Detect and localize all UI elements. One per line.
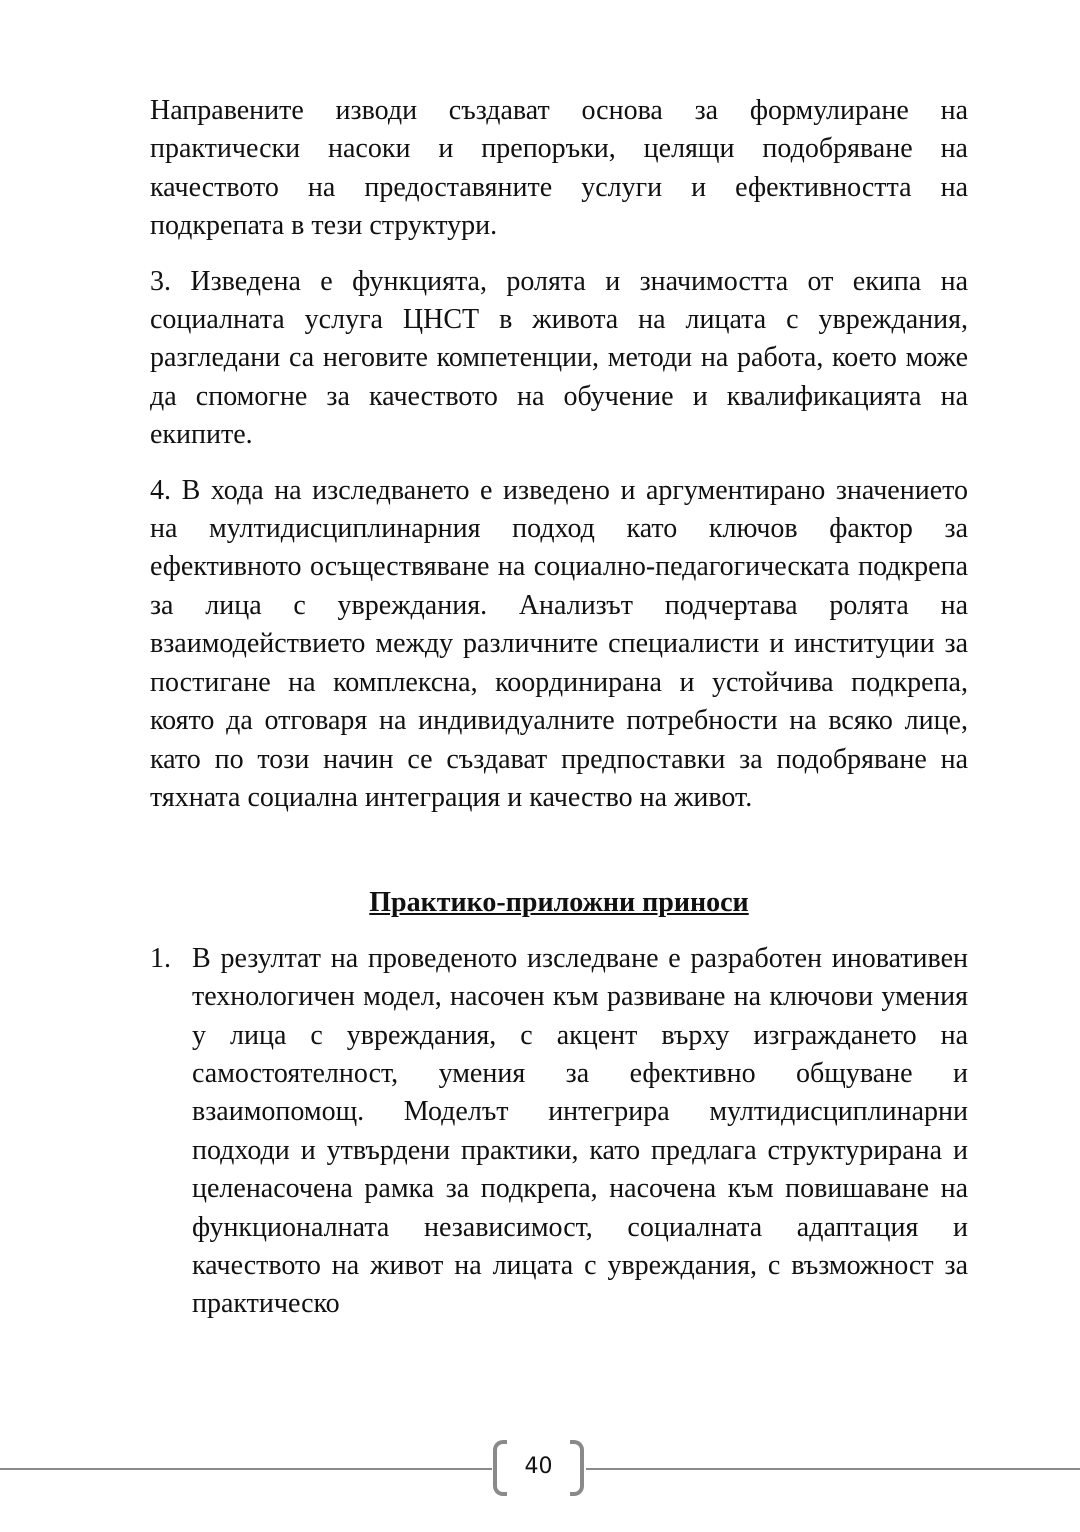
paragraph-item-3: 3. Изведена е функцията, ролята и значимостта от екипа на социалната услуга ЦНСТ в живота на лицата с увреждания, разгледани са неговите компетенции, методи на работа, което може да спомогне за качеството на обучение и квалификацията на екипите. xyxy=(150,265,968,451)
right-brace-decoration xyxy=(570,1440,584,1496)
page-number: 40 xyxy=(524,1454,553,1479)
paragraph-conclusions: Направените изводи създават основа за формулиране на практически насоки и препоръки, целящи подобряване на качеството на предоставяните услуги и ефективността на подкрепата в тези структури. xyxy=(150,95,968,242)
list-item-number: 1. xyxy=(150,942,171,974)
footer-rule-left xyxy=(0,1468,492,1470)
left-brace-decoration xyxy=(493,1440,507,1496)
footer-rule-right xyxy=(586,1468,1080,1470)
list-item-text: В резултат на проведеното изследване е разработен иновативен технологичен модел, насочен към развиване на ключови умения у лица с увреждания, с акцент върху изграждането на самостоятелност, умения за ефективно общуване и взаимопомощ. Моделът интегрира мултидисциплинарни подходи и утвърдени практики, като предлага структурирана и целенасочена рамка за подкрепа, насочена към повишаване на функционалната независимост, социалната адаптация и качеството на живот на лицата с увреждания, с възможност за практическо xyxy=(192,942,968,1320)
numbered-list-item xyxy=(150,940,968,1324)
document-body xyxy=(150,92,968,1324)
paragraph-item-4: 4. В хода на изследването е изведено и аргументирано значението на мултидисциплинарния подход като ключов фактор за ефективното осъществяване на социално-педагогическата подкрепа за лица с увреждания. Анализът подчертава ролята на взаимодействието между различните специалисти и институции за постигане на комплексна, координирана и устойчива подкрепа, която да отговаря на индивидуалните потребности на всяко лице, като по този начин се създават предпоставки за подобряване на тяхната социална интеграция и качество на живот. xyxy=(150,474,968,813)
section-heading: Практико-приложни приноси xyxy=(369,887,749,919)
